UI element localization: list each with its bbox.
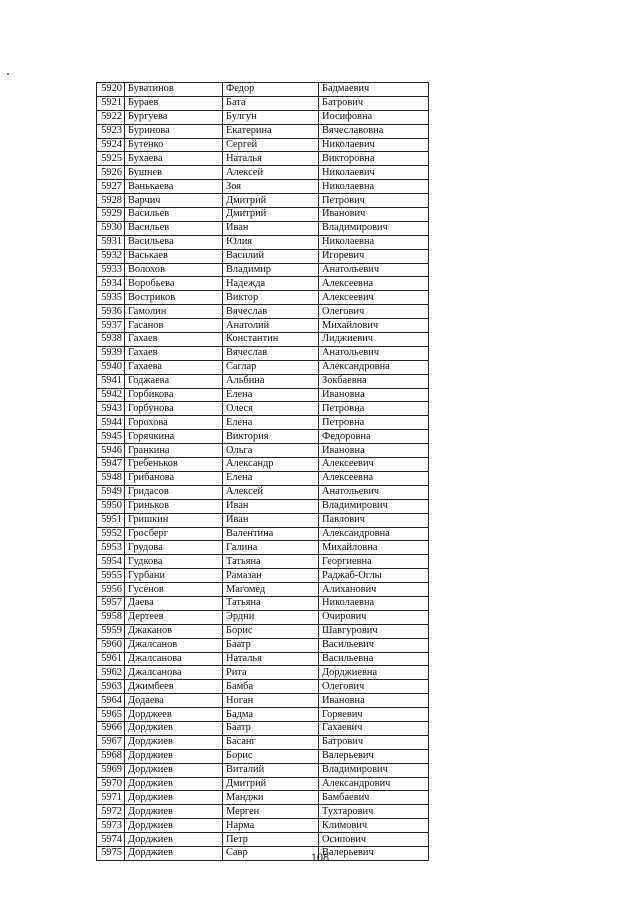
patronymic-cell: Алексеевна bbox=[319, 471, 429, 485]
table-row bbox=[97, 333, 429, 347]
table-row bbox=[97, 569, 429, 583]
table-row bbox=[97, 513, 429, 527]
row-number-cell: 5946 bbox=[97, 444, 125, 458]
name-list-table bbox=[96, 82, 429, 861]
last-name-cell: Дорджиев bbox=[125, 805, 223, 819]
table-row bbox=[97, 166, 429, 180]
patronymic-cell: Васильевич bbox=[319, 638, 429, 652]
table-row bbox=[97, 249, 429, 263]
table-row bbox=[97, 541, 429, 555]
table-row bbox=[97, 652, 429, 666]
table-row bbox=[97, 110, 429, 124]
last-name-cell: Гудкова bbox=[125, 555, 223, 569]
patronymic-cell: Николаевна bbox=[319, 235, 429, 249]
patronymic-cell: Олегович bbox=[319, 305, 429, 319]
patronymic-cell: Алексеевна bbox=[319, 277, 429, 291]
row-number-cell: 5924 bbox=[97, 138, 125, 152]
patronymic-cell: Иванович bbox=[319, 208, 429, 222]
row-number-cell: 5954 bbox=[97, 555, 125, 569]
row-number-cell: 5948 bbox=[97, 471, 125, 485]
patronymic-cell: Александровна bbox=[319, 527, 429, 541]
table-row bbox=[97, 291, 429, 305]
last-name-cell: Дорджиев bbox=[125, 833, 223, 847]
last-name-cell: Гурбани bbox=[125, 569, 223, 583]
table-row bbox=[97, 638, 429, 652]
table-row bbox=[97, 735, 429, 749]
patronymic-cell: Дорджиевна bbox=[319, 666, 429, 680]
patronymic-cell: Алексеевич bbox=[319, 291, 429, 305]
patronymic-cell: Николаевич bbox=[319, 138, 429, 152]
table-row bbox=[97, 499, 429, 513]
patronymic-cell: Алиханович bbox=[319, 583, 429, 597]
patronymic-cell: Олегович bbox=[319, 680, 429, 694]
row-number-cell: 5955 bbox=[97, 569, 125, 583]
first-name-cell: Анатолий bbox=[223, 319, 319, 333]
scan-speck bbox=[7, 73, 9, 75]
row-number-cell: 5958 bbox=[97, 610, 125, 624]
patronymic-cell: Владимирович bbox=[319, 221, 429, 235]
first-name-cell: Бамба bbox=[223, 680, 319, 694]
table-row bbox=[97, 346, 429, 360]
table-row bbox=[97, 83, 429, 97]
first-name-cell: Дмитрий bbox=[223, 208, 319, 222]
patronymic-cell: Очирович bbox=[319, 610, 429, 624]
patronymic-cell: Николаевна bbox=[319, 180, 429, 194]
patronymic-cell: Федоровна bbox=[319, 430, 429, 444]
last-name-cell: Джаканов bbox=[125, 624, 223, 638]
first-name-cell: Баатр bbox=[223, 638, 319, 652]
last-name-cell: Гриньков bbox=[125, 499, 223, 513]
patronymic-cell: Александровна bbox=[319, 360, 429, 374]
first-name-cell: Манджи bbox=[223, 791, 319, 805]
last-name-cell: Дорджиев bbox=[125, 819, 223, 833]
patronymic-cell: Петровна bbox=[319, 402, 429, 416]
row-number-cell: 5963 bbox=[97, 680, 125, 694]
table-row bbox=[97, 708, 429, 722]
first-name-cell: Басанг bbox=[223, 735, 319, 749]
row-number-cell: 5960 bbox=[97, 638, 125, 652]
first-name-cell: Зоя bbox=[223, 180, 319, 194]
first-name-cell: Борис bbox=[223, 624, 319, 638]
last-name-cell: Гридасов bbox=[125, 485, 223, 499]
first-name-cell: Иван bbox=[223, 513, 319, 527]
table-row bbox=[97, 444, 429, 458]
patronymic-cell: Анатольевич bbox=[319, 263, 429, 277]
patronymic-cell: Горяевич bbox=[319, 708, 429, 722]
row-number-cell: 5974 bbox=[97, 833, 125, 847]
row-number-cell: 5932 bbox=[97, 249, 125, 263]
row-number-cell: 5926 bbox=[97, 166, 125, 180]
last-name-cell: Джалсанова bbox=[125, 652, 223, 666]
table-row bbox=[97, 319, 429, 333]
table-row bbox=[97, 152, 429, 166]
row-number-cell: 5950 bbox=[97, 499, 125, 513]
row-number-cell: 5934 bbox=[97, 277, 125, 291]
last-name-cell: Васькаев bbox=[125, 249, 223, 263]
patronymic-cell: Владимирович bbox=[319, 499, 429, 513]
last-name-cell: Варчич bbox=[125, 194, 223, 208]
row-number-cell: 5925 bbox=[97, 152, 125, 166]
row-number-cell: 5953 bbox=[97, 541, 125, 555]
patronymic-cell: Ивановна bbox=[319, 444, 429, 458]
first-name-cell: Елена bbox=[223, 471, 319, 485]
row-number-cell: 5957 bbox=[97, 596, 125, 610]
row-number-cell: 5938 bbox=[97, 333, 125, 347]
table-row bbox=[97, 124, 429, 138]
patronymic-cell: Ивановна bbox=[319, 388, 429, 402]
table-row bbox=[97, 221, 429, 235]
first-name-cell: Вячеслав bbox=[223, 346, 319, 360]
last-name-cell: Даева bbox=[125, 596, 223, 610]
first-name-cell: Дмитрий bbox=[223, 777, 319, 791]
row-number-cell: 5931 bbox=[97, 235, 125, 249]
row-number-cell: 5961 bbox=[97, 652, 125, 666]
first-name-cell: Эрдни bbox=[223, 610, 319, 624]
row-number-cell: 5942 bbox=[97, 388, 125, 402]
table-row bbox=[97, 805, 429, 819]
first-name-cell: Ольга bbox=[223, 444, 319, 458]
table-row bbox=[97, 138, 429, 152]
first-name-cell: Федор bbox=[223, 83, 319, 97]
last-name-cell: Горбикова bbox=[125, 388, 223, 402]
row-number-cell: 5947 bbox=[97, 458, 125, 472]
last-name-cell: Годжаева bbox=[125, 374, 223, 388]
first-name-cell: Елена bbox=[223, 388, 319, 402]
row-number-cell: 5971 bbox=[97, 791, 125, 805]
row-number-cell: 5941 bbox=[97, 374, 125, 388]
first-name-cell: Виктория bbox=[223, 430, 319, 444]
patronymic-cell: Раджаб-Оглы bbox=[319, 569, 429, 583]
table-row bbox=[97, 471, 429, 485]
row-number-cell: 5956 bbox=[97, 583, 125, 597]
patronymic-cell: Валерьевич bbox=[319, 749, 429, 763]
last-name-cell: Гросберг bbox=[125, 527, 223, 541]
row-number-cell: 5944 bbox=[97, 416, 125, 430]
row-number-cell: 5943 bbox=[97, 402, 125, 416]
patronymic-cell: Васильевна bbox=[319, 652, 429, 666]
patronymic-cell: Михайловна bbox=[319, 541, 429, 555]
last-name-cell: Бураев bbox=[125, 96, 223, 110]
row-number-cell: 5969 bbox=[97, 763, 125, 777]
row-number-cell: 5968 bbox=[97, 749, 125, 763]
row-number-cell: 5965 bbox=[97, 708, 125, 722]
last-name-cell: Дорджиев bbox=[125, 791, 223, 805]
last-name-cell: Васильев bbox=[125, 221, 223, 235]
table-row bbox=[97, 763, 429, 777]
table-row bbox=[97, 610, 429, 624]
last-name-cell: Васильев bbox=[125, 208, 223, 222]
table-row bbox=[97, 374, 429, 388]
patronymic-cell: Тухтарович bbox=[319, 805, 429, 819]
last-name-cell: Буватинов bbox=[125, 83, 223, 97]
last-name-cell: Горохова bbox=[125, 416, 223, 430]
row-number-cell: 5962 bbox=[97, 666, 125, 680]
table-row bbox=[97, 263, 429, 277]
patronymic-cell: Николаевна bbox=[319, 596, 429, 610]
row-number-cell: 5964 bbox=[97, 694, 125, 708]
first-name-cell: Бадма bbox=[223, 708, 319, 722]
table-row bbox=[97, 749, 429, 763]
first-name-cell: Бата bbox=[223, 96, 319, 110]
table-row bbox=[97, 430, 429, 444]
first-name-cell: Наталья bbox=[223, 152, 319, 166]
table-row bbox=[97, 96, 429, 110]
last-name-cell: Грибанова bbox=[125, 471, 223, 485]
row-number-cell: 5966 bbox=[97, 721, 125, 735]
last-name-cell: Гахаева bbox=[125, 360, 223, 374]
table-body bbox=[97, 83, 429, 861]
row-number-cell: 5922 bbox=[97, 110, 125, 124]
patronymic-cell: Анатольевич bbox=[319, 346, 429, 360]
last-name-cell: Джимбеев bbox=[125, 680, 223, 694]
table-row bbox=[97, 527, 429, 541]
patronymic-cell: Климович bbox=[319, 819, 429, 833]
first-name-cell: Валентина bbox=[223, 527, 319, 541]
last-name-cell: Дорджиев bbox=[125, 846, 223, 860]
first-name-cell: Вячеслав bbox=[223, 305, 319, 319]
last-name-cell: Бухаева bbox=[125, 152, 223, 166]
row-number-cell: 5945 bbox=[97, 430, 125, 444]
last-name-cell: Горячкина bbox=[125, 430, 223, 444]
patronymic-cell: Георгиевна bbox=[319, 555, 429, 569]
row-number-cell: 5920 bbox=[97, 83, 125, 97]
patronymic-cell: Михайлович bbox=[319, 319, 429, 333]
patronymic-cell: Ивановна bbox=[319, 694, 429, 708]
last-name-cell: Гусенов bbox=[125, 583, 223, 597]
first-name-cell: Олеся bbox=[223, 402, 319, 416]
table-row bbox=[97, 416, 429, 430]
patronymic-cell: Гахаевич bbox=[319, 721, 429, 735]
table-row bbox=[97, 305, 429, 319]
row-number-cell: 5935 bbox=[97, 291, 125, 305]
patronymic-cell: Анатольевич bbox=[319, 485, 429, 499]
first-name-cell: Иван bbox=[223, 221, 319, 235]
first-name-cell: Юлия bbox=[223, 235, 319, 249]
first-name-cell: Магомед bbox=[223, 583, 319, 597]
table-row bbox=[97, 666, 429, 680]
row-number-cell: 5972 bbox=[97, 805, 125, 819]
table-row bbox=[97, 624, 429, 638]
table-row bbox=[97, 402, 429, 416]
page-number: 108 bbox=[310, 852, 330, 864]
last-name-cell: Джалсанов bbox=[125, 638, 223, 652]
last-name-cell: Гранкина bbox=[125, 444, 223, 458]
table-row bbox=[97, 833, 429, 847]
patronymic-cell: Зокбаевна bbox=[319, 374, 429, 388]
first-name-cell: Рамазан bbox=[223, 569, 319, 583]
table-row bbox=[97, 485, 429, 499]
last-name-cell: Васильева bbox=[125, 235, 223, 249]
row-number-cell: 5970 bbox=[97, 777, 125, 791]
first-name-cell: Ноган bbox=[223, 694, 319, 708]
table-row bbox=[97, 208, 429, 222]
row-number-cell: 5930 bbox=[97, 221, 125, 235]
row-number-cell: 5936 bbox=[97, 305, 125, 319]
table-row bbox=[97, 235, 429, 249]
row-number-cell: 5952 bbox=[97, 527, 125, 541]
last-name-cell: Волохов bbox=[125, 263, 223, 277]
table-row bbox=[97, 360, 429, 374]
last-name-cell: Додаева bbox=[125, 694, 223, 708]
last-name-cell: Гребеньков bbox=[125, 458, 223, 472]
patronymic-cell: Валерьевич bbox=[319, 846, 429, 860]
last-name-cell: Джалсанова bbox=[125, 666, 223, 680]
table-row bbox=[97, 458, 429, 472]
first-name-cell: Мерген bbox=[223, 805, 319, 819]
last-name-cell: Буринова bbox=[125, 124, 223, 138]
last-name-cell: Дорджиев bbox=[125, 735, 223, 749]
last-name-cell: Гасанов bbox=[125, 319, 223, 333]
table-row bbox=[97, 180, 429, 194]
first-name-cell: Иван bbox=[223, 499, 319, 513]
first-name-cell: Савр bbox=[223, 846, 319, 860]
table-row bbox=[97, 583, 429, 597]
row-number-cell: 5927 bbox=[97, 180, 125, 194]
last-name-cell: Гришкин bbox=[125, 513, 223, 527]
first-name-cell: Наталья bbox=[223, 652, 319, 666]
patronymic-cell: Осипович bbox=[319, 833, 429, 847]
last-name-cell: Дорджиев bbox=[125, 721, 223, 735]
table-row bbox=[97, 596, 429, 610]
patronymic-cell: Иосифовна bbox=[319, 110, 429, 124]
last-name-cell: Гахаев bbox=[125, 333, 223, 347]
patronymic-cell: Бадмаевич bbox=[319, 83, 429, 97]
row-number-cell: 5940 bbox=[97, 360, 125, 374]
patronymic-cell: Лиджиевич bbox=[319, 333, 429, 347]
table-row bbox=[97, 791, 429, 805]
patronymic-cell: Александрович bbox=[319, 777, 429, 791]
first-name-cell: Виктор bbox=[223, 291, 319, 305]
patronymic-cell: Шавгурович bbox=[319, 624, 429, 638]
last-name-cell: Горбунова bbox=[125, 402, 223, 416]
row-number-cell: 5975 bbox=[97, 846, 125, 860]
row-number-cell: 5967 bbox=[97, 735, 125, 749]
patronymic-cell: Алексеевич bbox=[319, 458, 429, 472]
row-number-cell: 5933 bbox=[97, 263, 125, 277]
table-row bbox=[97, 277, 429, 291]
first-name-cell: Екатерина bbox=[223, 124, 319, 138]
row-number-cell: 5928 bbox=[97, 194, 125, 208]
last-name-cell: Бургуева bbox=[125, 110, 223, 124]
last-name-cell: Дорджиев bbox=[125, 749, 223, 763]
row-number-cell: 5929 bbox=[97, 208, 125, 222]
last-name-cell: Воробьева bbox=[125, 277, 223, 291]
row-number-cell: 5937 bbox=[97, 319, 125, 333]
first-name-cell: Булгун bbox=[223, 110, 319, 124]
table-row bbox=[97, 194, 429, 208]
patronymic-cell: Николаевич bbox=[319, 166, 429, 180]
name-list-table-container bbox=[96, 82, 428, 861]
first-name-cell: Борис bbox=[223, 749, 319, 763]
table-row bbox=[97, 694, 429, 708]
first-name-cell: Александр bbox=[223, 458, 319, 472]
first-name-cell: Баатр bbox=[223, 721, 319, 735]
last-name-cell: Ванькаева bbox=[125, 180, 223, 194]
table-row bbox=[97, 680, 429, 694]
last-name-cell: Дорджиев bbox=[125, 763, 223, 777]
patronymic-cell: Викторовна bbox=[319, 152, 429, 166]
patronymic-cell: Вячеславовна bbox=[319, 124, 429, 138]
patronymic-cell: Петровна bbox=[319, 416, 429, 430]
patronymic-cell: Павлович bbox=[319, 513, 429, 527]
last-name-cell: Дорджиев bbox=[125, 777, 223, 791]
last-name-cell: Бушнев bbox=[125, 166, 223, 180]
last-name-cell: Гахаев bbox=[125, 346, 223, 360]
row-number-cell: 5921 bbox=[97, 96, 125, 110]
row-number-cell: 5973 bbox=[97, 819, 125, 833]
table-row bbox=[97, 555, 429, 569]
patronymic-cell: Игоревич bbox=[319, 249, 429, 263]
first-name-cell: Альбина bbox=[223, 374, 319, 388]
first-name-cell: Нарма bbox=[223, 819, 319, 833]
first-name-cell: Елена bbox=[223, 416, 319, 430]
first-name-cell: Константин bbox=[223, 333, 319, 347]
patronymic-cell: Владимирович bbox=[319, 763, 429, 777]
row-number-cell: 5939 bbox=[97, 346, 125, 360]
row-number-cell: 5923 bbox=[97, 124, 125, 138]
first-name-cell: Рита bbox=[223, 666, 319, 680]
first-name-cell: Дмитрий bbox=[223, 194, 319, 208]
table-row bbox=[97, 388, 429, 402]
first-name-cell: Надежда bbox=[223, 277, 319, 291]
row-number-cell: 5949 bbox=[97, 485, 125, 499]
first-name-cell: Петр bbox=[223, 833, 319, 847]
last-name-cell: Востриков bbox=[125, 291, 223, 305]
patronymic-cell: Батрович bbox=[319, 96, 429, 110]
first-name-cell: Василий bbox=[223, 249, 319, 263]
last-name-cell: Дертеев bbox=[125, 610, 223, 624]
patronymic-cell: Батрович bbox=[319, 735, 429, 749]
row-number-cell: 5951 bbox=[97, 513, 125, 527]
patronymic-cell: Бамбаевич bbox=[319, 791, 429, 805]
first-name-cell: Татьяна bbox=[223, 596, 319, 610]
first-name-cell: Виталий bbox=[223, 763, 319, 777]
table-row bbox=[97, 721, 429, 735]
first-name-cell: Владимир bbox=[223, 263, 319, 277]
first-name-cell: Сергей bbox=[223, 138, 319, 152]
first-name-cell: Галина bbox=[223, 541, 319, 555]
table-row bbox=[97, 777, 429, 791]
last-name-cell: Дорджеев bbox=[125, 708, 223, 722]
first-name-cell: Алексей bbox=[223, 485, 319, 499]
last-name-cell: Гамолин bbox=[125, 305, 223, 319]
table-row bbox=[97, 819, 429, 833]
first-name-cell: Татьяна bbox=[223, 555, 319, 569]
first-name-cell: Алексей bbox=[223, 166, 319, 180]
last-name-cell: Бутенко bbox=[125, 138, 223, 152]
row-number-cell: 5959 bbox=[97, 624, 125, 638]
patronymic-cell: Петрович bbox=[319, 194, 429, 208]
last-name-cell: Грудова bbox=[125, 541, 223, 555]
first-name-cell: Саглар bbox=[223, 360, 319, 374]
